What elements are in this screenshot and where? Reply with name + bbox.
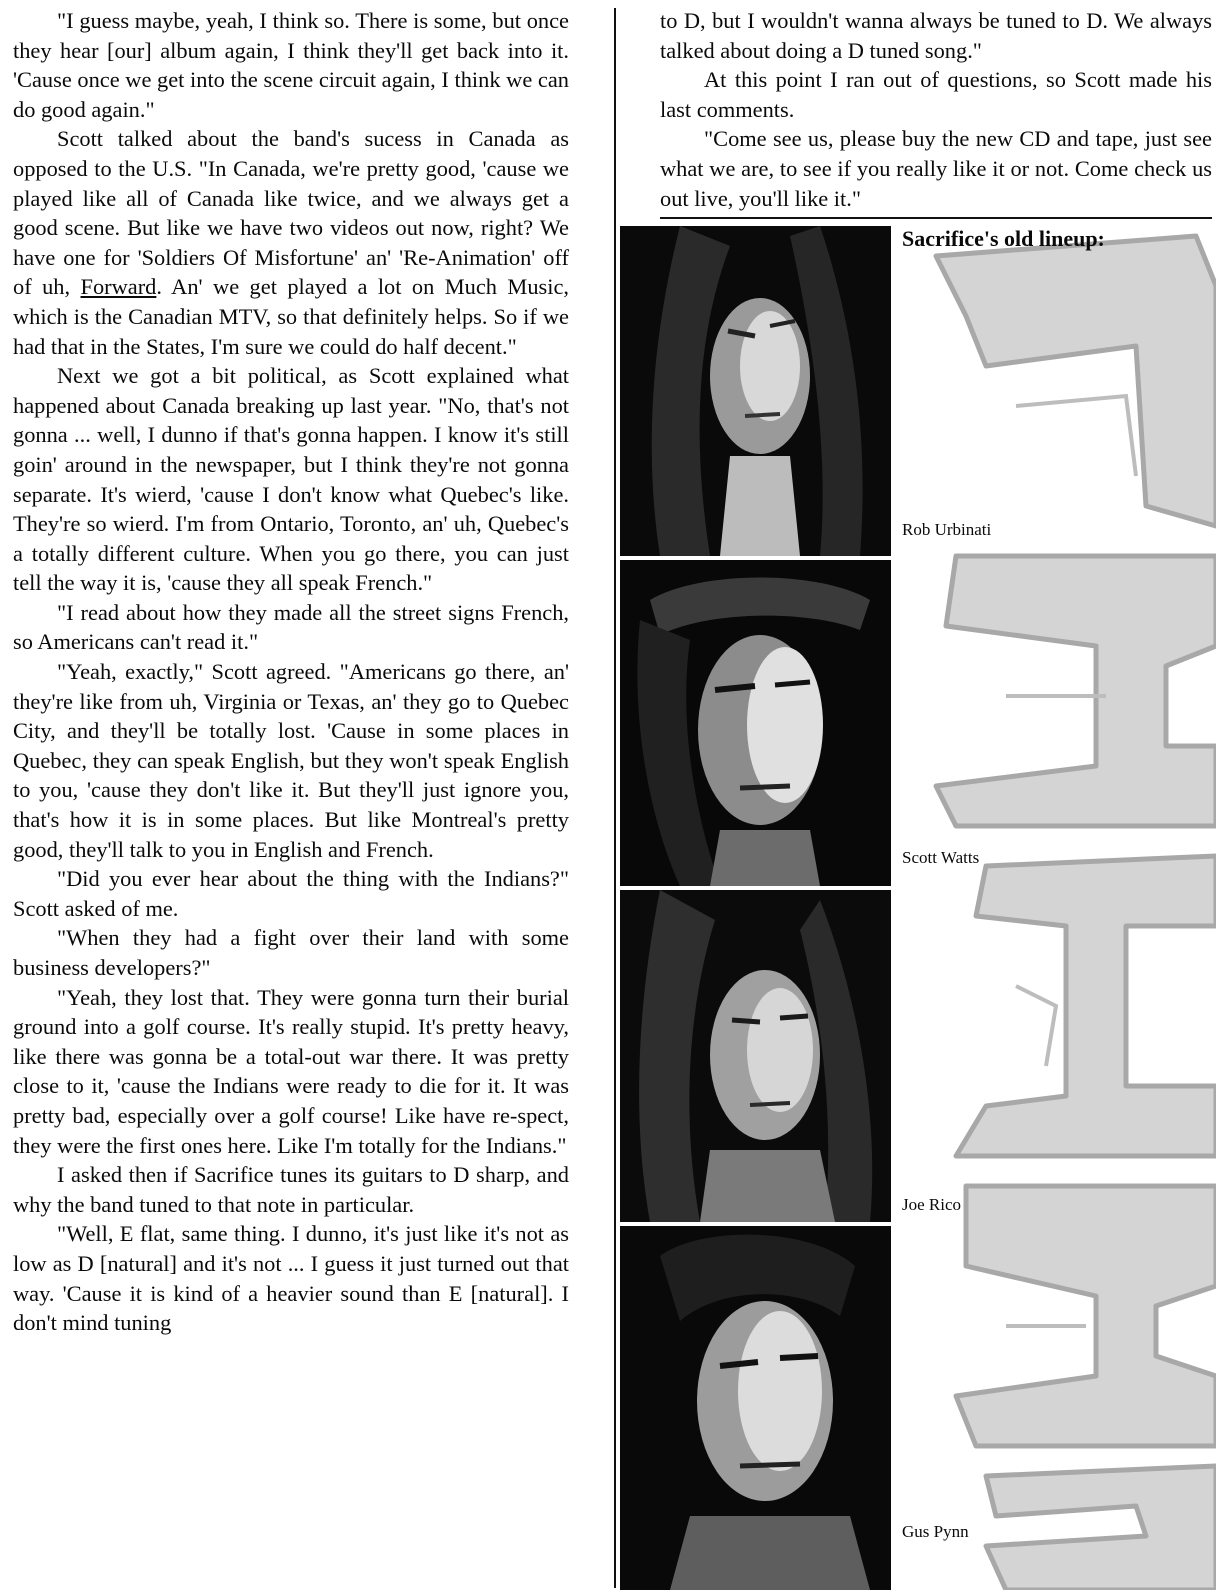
section-rule <box>660 217 1212 219</box>
column-divider <box>614 8 616 1588</box>
paragraph: "Did you ever hear about the thing with the Indians?" Scott asked of me. <box>13 866 569 921</box>
paragraph: "When they had a fight over their land with some business developers?" <box>13 925 569 980</box>
member-caption: Scott Watts <box>902 848 980 867</box>
paragraph: "Come see us, please buy the new CD and tape, just see what we are, to see if you really like it or not. Come check us out live, you'll like it." <box>660 126 1212 211</box>
paragraph-text: . An' we get played a lot on Much Music, which is the Canadian MTV, so that definitely helps. So if we had that in the States, I'm sure we could do half decent." <box>13 274 569 359</box>
member-caption: Joe Rico <box>902 1195 962 1214</box>
paragraph: "Yeah, they lost that. They were gonna turn their burial ground into a golf course. It's really stupid. It's pretty heavy, like there was gonna be a total-out war there. It was pretty close to it, 'cause the Indians were ready to die for it. It was pretty bad, especially over a golf course! Like have re-spect, they were the first ones here. Like I'm totally for the Indians." <box>13 984 569 1158</box>
right-text-column <box>660 6 1212 213</box>
paragraph: "Yeah, exactly," Scott agreed. "Americans go there, an' they're like from uh, Virginia or Texas, an' they go to Quebec City, and they'll be totally lost. 'Cause in some places in Quebec, they can speak English, but they won't speak English to you, 'cause they don't like it. But they'll just ignore you, that's how it is in some places. But like Montreal's pretty good, they'll talk to you in English and French. <box>13 659 569 862</box>
paragraph: Next we got a bit political, as Scott explained what happened about Canada breaking up last year. "No, that's not gonna ... well, I dunno if that's gonna happen. I know it's still goin' around in the newspaper, but I think they're not gonna separate. It's wierd, 'cause I don't know what Quebec's like. They're so wierd. I'm from Ontario, Toronto, an' uh, Quebec's a totally different culture. When you go there, you can just tell the way it is, 'cause they all speak French." <box>13 363 569 596</box>
paragraph: "I guess maybe, yeah, I think so. There is some, but once they hear [our] album again, I think they'll get back into it. 'Cause once we get into the scene circuit again, I think we can do good again." <box>13 8 569 122</box>
lineup-heading: Sacrifice's old lineup: <box>902 226 1105 251</box>
member-caption: Gus Pynn <box>902 1522 969 1541</box>
paragraph: "Well, E flat, same thing. I dunno, it's just like it's not as low as D [natural] and it's not ... I guess it just turned out that way. 'Cause it is kind of a heavier sound than E [natural]. I don't mind tuning <box>13 1221 569 1336</box>
paragraph: At this point I ran out of questions, so Scott made his last comments. <box>660 67 1212 122</box>
paragraph <box>13 124 569 361</box>
paragraph-text: Scott talked about the band's sucess in Canada as opposed to the U.S. "In Canada, we're pretty good, 'cause we played like all of Canada like twice, and we always get a good scene. But like we have two videos out now, right? We have one for 'Soldiers Of Misfortune' an' 'Re-Animation' off of uh, <box>13 126 569 300</box>
paragraph: to D, but I wouldn't wanna always be tuned to D. We always talked about doing a D tuned song." <box>660 8 1212 63</box>
member-caption: Rob Urbinati <box>902 520 992 539</box>
paragraph: "I read about how they made all the street signs French, so Americans can't read it." <box>13 599 569 655</box>
member-photo <box>620 226 891 556</box>
member-photo <box>620 1226 891 1590</box>
album-title: Forward <box>80 274 157 300</box>
band-logo-watermark <box>896 226 1216 1590</box>
paragraph: I asked then if Sacrifice tunes its guitars to D sharp, and why the band tuned to that note in particular. <box>13 1162 569 1217</box>
left-text-column <box>13 6 569 1338</box>
lineup-photo-strip <box>620 226 1216 1590</box>
member-photo <box>620 560 891 886</box>
member-photo <box>620 890 891 1222</box>
